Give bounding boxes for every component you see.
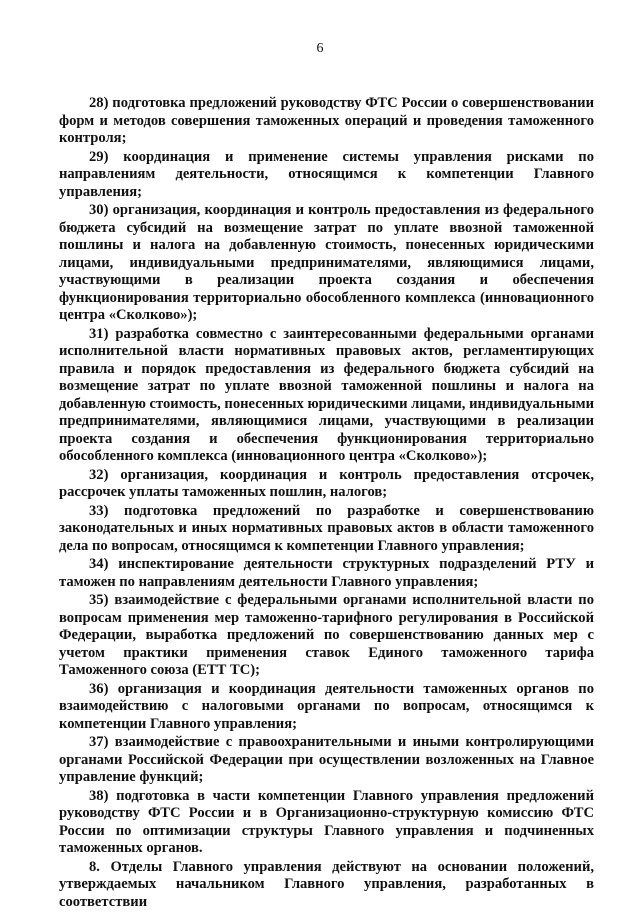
paragraph-item-36: 36) организация и координация деятельности таможенных органов по взаимодействию с налоговыми органами по вопросам, относящимся к компетенции Главного управления; [59,680,594,732]
document-body [59,95,594,912]
paragraph-item-28: 28) подготовка предложений руководству ФТС России о совершенствовании форм и методов совершения таможенных операций и проведения таможенного контроля; [59,95,594,146]
paragraph-section-8: 8. Отделы Главного управления действуют на основании положений, утверждаемых начальником Главного управления, разработанных в соответствии [59,858,594,910]
paragraph-item-29: 29) координация и применение системы управления рисками по направлениям деятельности, относящимся к компетенции Главного управления; [59,148,594,200]
paragraph-item-38: 38) подготовка в части компетенции Главного управления предложений руководству ФТС России и в Организационно-структурную комиссию ФТС России по оптимизации структуры Главного управления и подчиненных таможенных органов. [59,787,594,856]
paragraph-item-34: 34) инспектирование деятельности структурных подразделений РТУ и таможен по направлениям деятельности Главного управления; [59,556,594,590]
paragraph-item-30: 30) организация, координация и контроль предоставления из федерального бюджета субсидий на возмещение затрат по уплате ввозной таможенной пошлины и налога на добавленную стоимость, понесенных юридическими лицами, индивидуальными предпринимателями, являющимися лицами, участвующими в реализации проекта создания и обеспечения функционирования территориально обособленного комплекса (инновационного центра «Сколково»); [59,202,594,323]
paragraph-item-32: 32) организация, координация и контроль предоставления отсрочек, рассрочек уплаты таможенных пошлин, налогов; [59,466,594,500]
paragraph-item-31: 31) разработка совместно с заинтересованными федеральными органами исполнительной власти нормативных правовых актов, регламентирующих правила и порядок предоставления из федерального бюджета субсидий на возмещение затрат по уплате ввозной таможенной пошлины и налога на добавленную стоимость, понесенных юридическими лицами, индивидуальными предпринимателями, являющимися лицами, участвующими в реализации проекта создания и обеспечения функционирования территориально обособленного комплекса (инновационного центра «Сколково»); [59,325,594,464]
paragraph-item-33: 33) подготовка предложений по разработке и совершенствованию законодательных и иных нормативных правовых актов в области таможенного дела по вопросам, относящимся к компетенции Главного управления; [59,502,594,554]
paragraph-item-37: 37) взаимодействие с правоохранительными и иными контролирующими органами Российской Федерации при осуществлении возложенных на Главное управление функций; [59,734,594,785]
paragraph-item-35: 35) взаимодействие с федеральными органами исполнительной власти по вопросам применения мер таможенно-тарифного регулирования в Российской Федерации, выработка предложений по совершенствованию данных мер с учетом практики применения ставок Единого таможенного тарифа Таможенного союза (ЕТТ ТС); [59,592,594,678]
page-number: 6 [316,41,324,56]
